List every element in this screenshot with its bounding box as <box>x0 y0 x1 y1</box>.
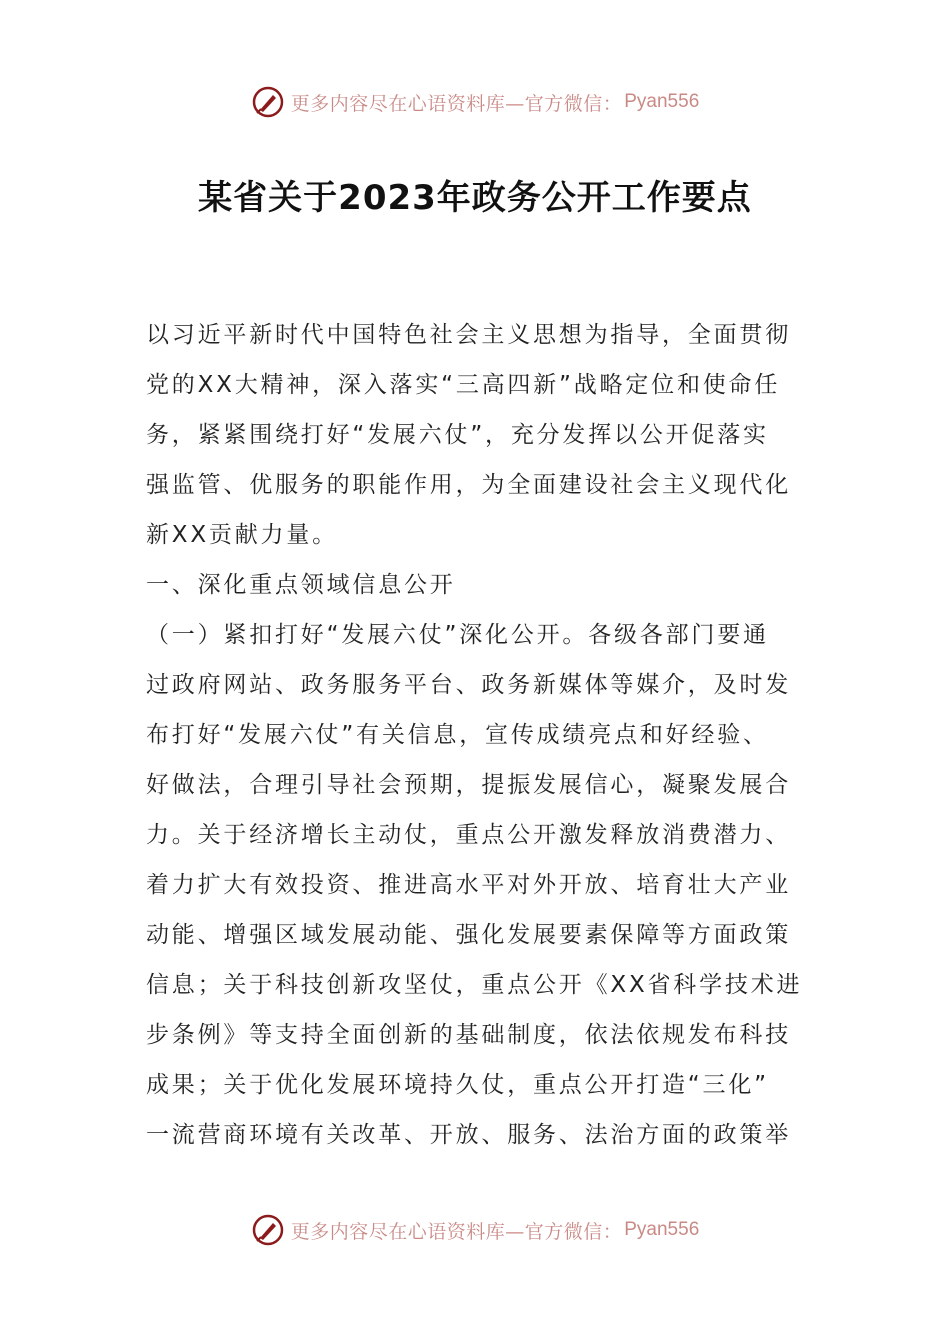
body-line: 一流营商环境有关改革、开放、服务、法治方面的政策举 <box>146 1122 791 1148</box>
banner-wechat-id: Pyan556 <box>624 91 700 112</box>
body-line: 成果；关于优化发展环境持久仗，重点公开打造“三化” <box>146 1072 769 1098</box>
body-line: 动能、增强区域发展动能、强化发展要素保障等方面政策 <box>146 922 791 948</box>
body-line: 好做法，合理引导社会预期，提振发展信心，凝聚发展合 <box>146 772 791 798</box>
body-line: 新XX贡献力量。 <box>146 522 338 548</box>
pen-logo-icon <box>251 85 285 119</box>
body-line: 布打好“发展六仗”有关信息，宣传成绩亮点和好经验、 <box>146 722 769 748</box>
body-line: 力。关于经济增长主动仗，重点公开激发释放消费潜力、 <box>146 822 791 848</box>
section-heading: 一、深化重点领域信息公开 <box>146 572 456 598</box>
banner-wechat-id: Pyan556 <box>624 1219 700 1240</box>
banner-text: 更多内容尽在心语资料库—官方微信： <box>290 92 623 115</box>
body-line: 党的XX大精神，深入落实“三高四新”战略定位和使命任 <box>146 372 781 398</box>
body-line: （一）紧扣打好“发展六仗”深化公开。各级各部门要通 <box>146 622 769 648</box>
pen-logo-icon <box>251 1213 285 1247</box>
body-line: 信息；关于科技创新攻坚仗，重点公开《XX省科学技术进 <box>146 972 803 998</box>
watermark-banner-top <box>0 82 950 122</box>
body-line: 着力扩大有效投资、推进高水平对外开放、培育壮大产业 <box>146 872 791 898</box>
body-line: 强监管、优服务的职能作用，为全面建设社会主义现代化 <box>146 472 791 498</box>
document-body <box>146 310 806 1160</box>
document-title: 某省关于2023年政务公开工作要点 <box>198 178 752 218</box>
body-line: 以习近平新时代中国特色社会主义思想为指导，全面贯彻 <box>146 322 791 348</box>
watermark-banner-bottom <box>0 1210 950 1250</box>
body-line: 务，紧紧围绕打好“发展六仗”，充分发挥以公开促落实 <box>146 422 769 448</box>
body-line: 步条例》等支持全面创新的基础制度，依法依规发布科技 <box>146 1022 791 1048</box>
banner-text: 更多内容尽在心语资料库—官方微信： <box>290 1220 623 1243</box>
body-line: 过政府网站、政务服务平台、政务新媒体等媒介，及时发 <box>146 672 791 698</box>
